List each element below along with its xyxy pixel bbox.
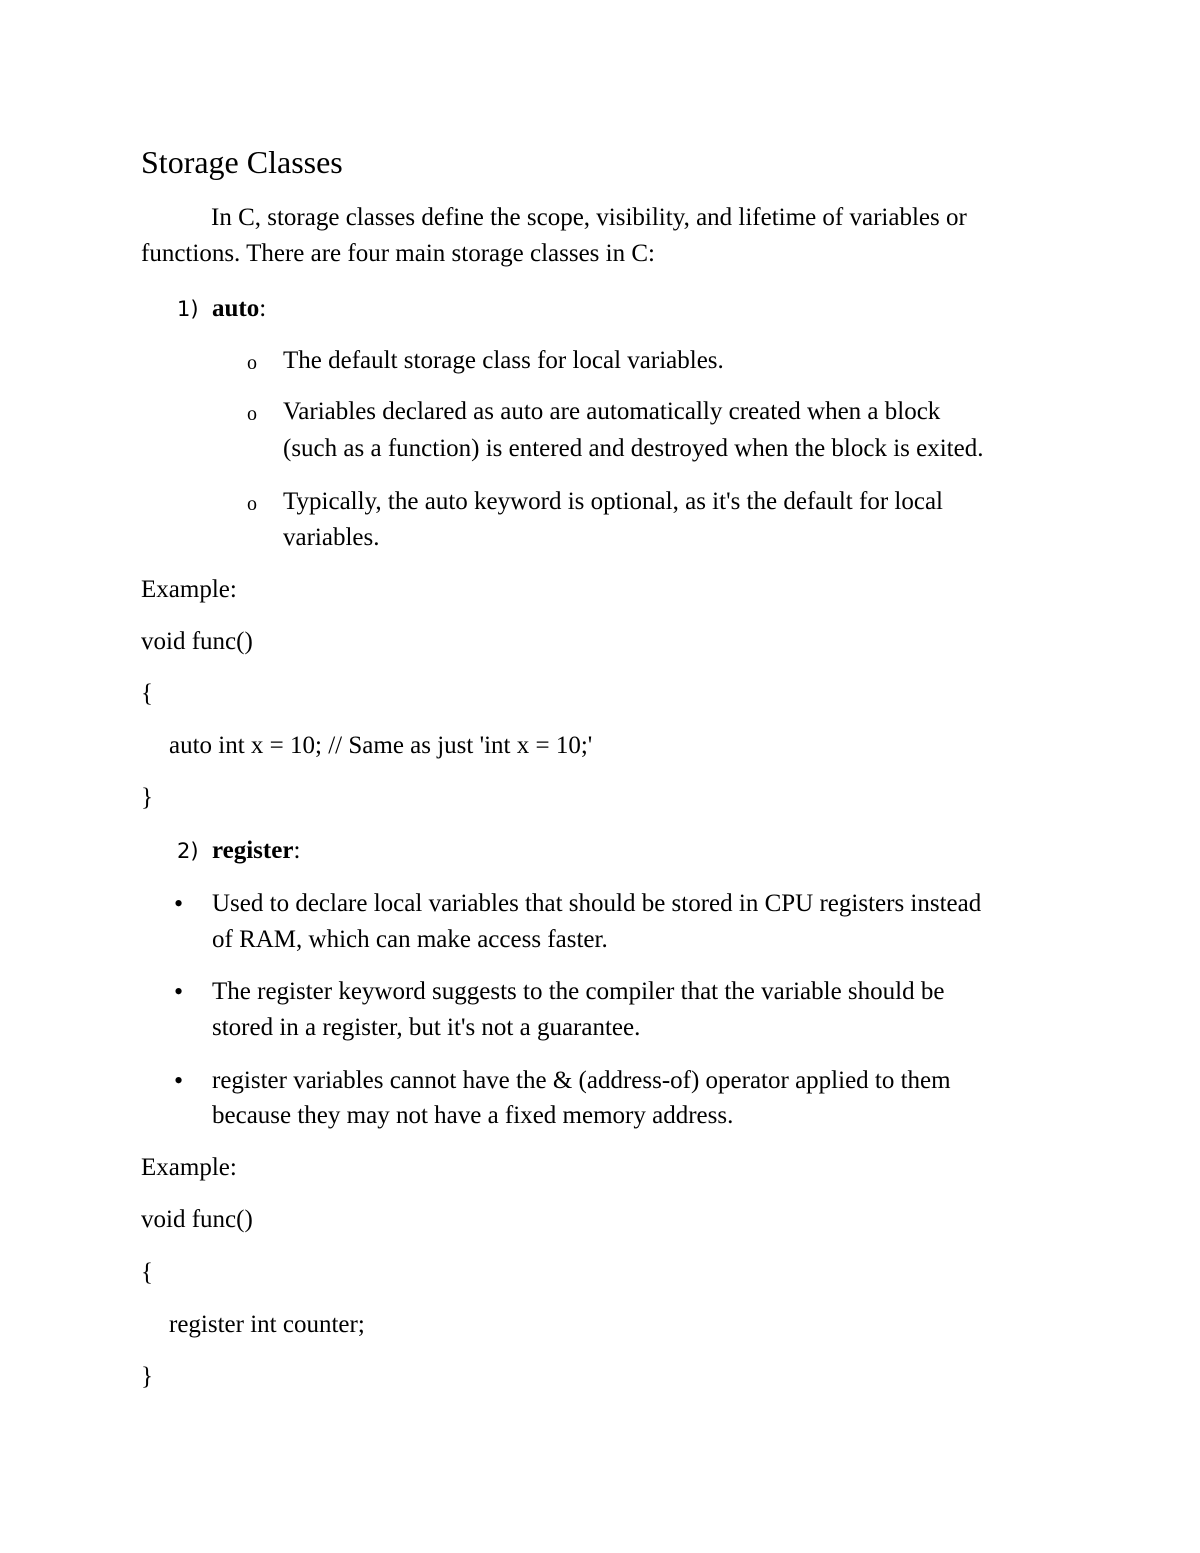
bullet-circle-icon: o [247, 352, 257, 374]
intro-line-1: In C, storage classes define the scope, visibility, and lifetime of variables or [211, 204, 967, 231]
auto-bullet-3-line-2: variables. [283, 524, 380, 551]
register-colon: : [293, 837, 301, 864]
register-bullet-2-line-1: The register keyword suggests to the compiler that the variable should be [212, 978, 945, 1005]
register-bullet-1-line-1: Used to declare local variables that should be stored in CPU registers instead [212, 890, 982, 917]
auto-code-line-1: void func() [141, 628, 253, 655]
bullet-circle-icon: o [247, 493, 257, 515]
page-title: Storage Classes [141, 144, 343, 180]
auto-bullet-2-line-2: (such as a function) is entered and destroyed when the block is exited. [283, 435, 984, 462]
register-bullet-2-line-2: stored in a register, but it's not a guarantee. [212, 1014, 641, 1041]
auto-example-label: Example: [141, 576, 237, 603]
auto-bullet-1: The default storage class for local variables. [283, 347, 724, 374]
bullet-dot-icon: • [174, 1066, 184, 1095]
auto-heading [212, 291, 266, 327]
register-example-label: Example: [141, 1154, 237, 1181]
register-code-line-2: { [141, 1259, 153, 1286]
auto-bullet-2-line-1: Variables declared as auto are automatically created when a block [283, 398, 941, 425]
auto-code-line-3: auto int x = 10; // Same as just 'int x = 10;' [169, 732, 593, 759]
auto-code-line-4: } [141, 784, 153, 811]
register-bullet-3-line-1: register variables cannot have the & (address-of) operator applied to them [212, 1067, 951, 1094]
register-code-line-3: register int counter; [169, 1311, 365, 1338]
register-keyword: register [212, 837, 294, 864]
register-number: 2) [177, 839, 199, 863]
intro-line-2: functions. There are four main storage classes in C: [141, 240, 655, 267]
auto-code-line-2: { [141, 680, 153, 707]
auto-keyword: auto [212, 295, 260, 322]
register-heading [212, 833, 300, 869]
register-code-line-1: void func() [141, 1206, 253, 1233]
bullet-dot-icon: • [174, 977, 184, 1006]
bullet-dot-icon: • [174, 889, 184, 918]
register-bullet-3-line-2: because they may not have a fixed memory address. [212, 1102, 734, 1129]
register-code-line-4: } [141, 1363, 153, 1390]
auto-number: 1) [177, 297, 199, 321]
bullet-circle-icon: o [247, 403, 257, 425]
auto-colon: : [259, 295, 267, 322]
auto-bullet-3-line-1: Typically, the auto keyword is optional, as it's the default for local [283, 488, 943, 515]
register-bullet-1-line-2: of RAM, which can make access faster. [212, 926, 608, 953]
